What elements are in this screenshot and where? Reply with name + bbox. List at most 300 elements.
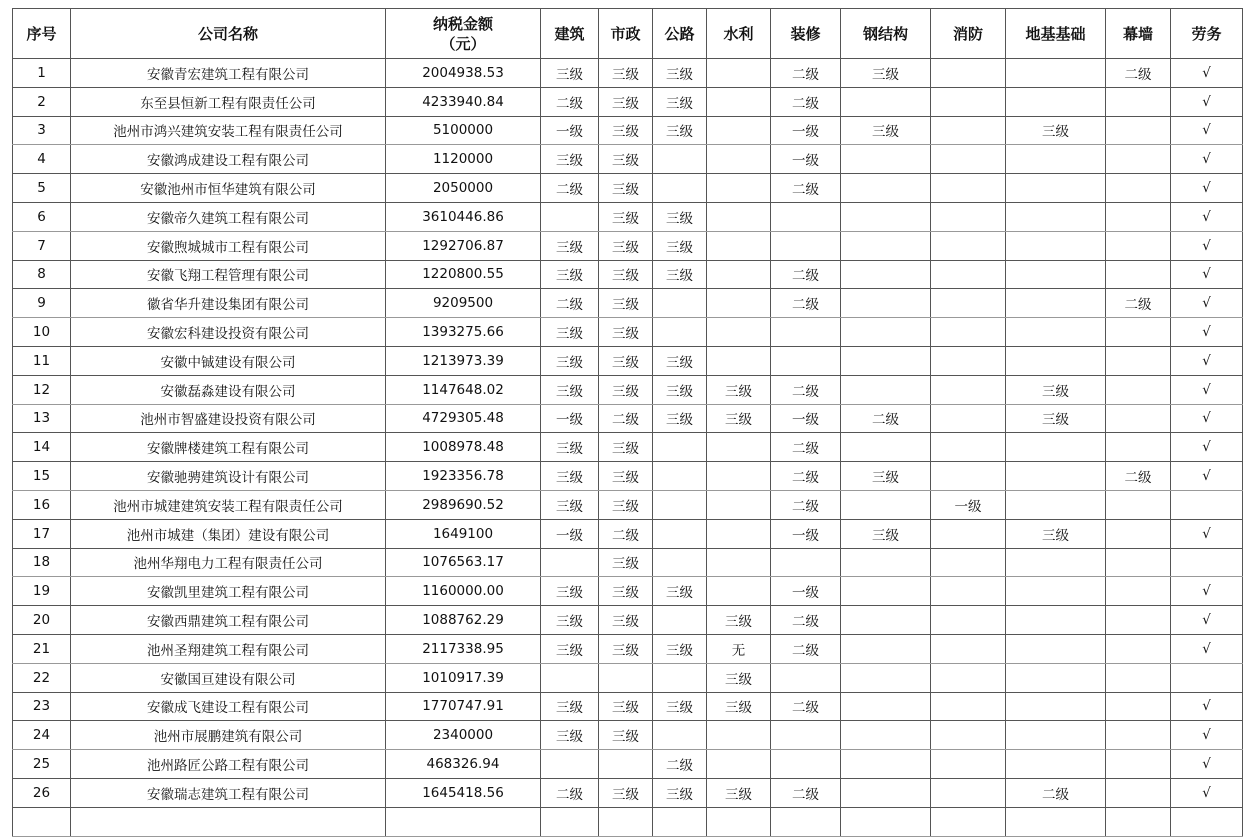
cell-fire-protection <box>931 692 1006 721</box>
cell-construction <box>541 202 599 231</box>
cell-tax-amount: 2340000 <box>386 721 541 750</box>
cell-labor: √ <box>1171 202 1243 231</box>
cell-steel-structure <box>841 663 931 692</box>
cell-labor: √ <box>1171 87 1243 116</box>
empty-cell <box>541 807 599 836</box>
cell-company-name: 安徽凯里建筑工程有限公司 <box>71 577 386 606</box>
cell-labor: √ <box>1171 346 1243 375</box>
cell-company-name: 安徽磊淼建设有限公司 <box>71 375 386 404</box>
cell-index: 20 <box>13 606 71 635</box>
cell-water-conservancy: 无 <box>707 634 771 663</box>
cell-company-name: 安徽池州市恒华建筑有限公司 <box>71 174 386 203</box>
cell-index: 2 <box>13 87 71 116</box>
cell-steel-structure <box>841 375 931 404</box>
cell-construction: 三级 <box>541 346 599 375</box>
cell-decoration: 一级 <box>771 116 841 145</box>
cell-decoration: 二级 <box>771 260 841 289</box>
cell-decoration <box>771 750 841 779</box>
cell-fire-protection <box>931 433 1006 462</box>
cell-steel-structure <box>841 750 931 779</box>
cell-company-name: 池州市城建建筑安装工程有限责任公司 <box>71 490 386 519</box>
cell-municipal: 三级 <box>599 433 653 462</box>
cell-highway <box>653 145 707 174</box>
table-row <box>13 116 1243 145</box>
cell-highway <box>653 606 707 635</box>
table-row-partial <box>13 807 1243 836</box>
cell-construction: 三级 <box>541 260 599 289</box>
cell-municipal <box>599 663 653 692</box>
cell-tax-amount: 1649100 <box>386 519 541 548</box>
cell-water-conservancy: 三级 <box>707 778 771 807</box>
cell-index: 14 <box>13 433 71 462</box>
cell-index: 6 <box>13 202 71 231</box>
column-header-construction: 建筑 <box>541 9 599 59</box>
cell-municipal <box>599 750 653 779</box>
cell-construction: 二级 <box>541 289 599 318</box>
cell-highway: 三级 <box>653 116 707 145</box>
cell-labor: √ <box>1171 59 1243 88</box>
cell-curtain-wall <box>1106 519 1171 548</box>
table-row <box>13 174 1243 203</box>
cell-water-conservancy <box>707 548 771 577</box>
cell-municipal: 三级 <box>599 289 653 318</box>
cell-construction: 一级 <box>541 116 599 145</box>
cell-decoration: 二级 <box>771 606 841 635</box>
cell-foundation <box>1006 692 1106 721</box>
cell-index: 11 <box>13 346 71 375</box>
cell-water-conservancy <box>707 145 771 174</box>
cell-foundation <box>1006 145 1106 174</box>
cell-steel-structure: 三级 <box>841 116 931 145</box>
cell-labor: √ <box>1171 375 1243 404</box>
cell-municipal: 三级 <box>599 721 653 750</box>
cell-fire-protection <box>931 231 1006 260</box>
cell-tax-amount: 9209500 <box>386 289 541 318</box>
cell-curtain-wall <box>1106 663 1171 692</box>
cell-index: 3 <box>13 116 71 145</box>
cell-tax-amount: 1008978.48 <box>386 433 541 462</box>
cell-foundation: 三级 <box>1006 519 1106 548</box>
cell-index: 15 <box>13 462 71 491</box>
table-row <box>13 318 1243 347</box>
empty-cell <box>13 807 71 836</box>
cell-decoration: 二级 <box>771 778 841 807</box>
cell-curtain-wall <box>1106 145 1171 174</box>
cell-curtain-wall <box>1106 231 1171 260</box>
cell-fire-protection <box>931 750 1006 779</box>
cell-labor <box>1171 548 1243 577</box>
cell-steel-structure <box>841 692 931 721</box>
cell-municipal: 三级 <box>599 462 653 491</box>
cell-fire-protection <box>931 548 1006 577</box>
cell-highway: 三级 <box>653 260 707 289</box>
cell-steel-structure <box>841 87 931 116</box>
cell-steel-structure <box>841 145 931 174</box>
cell-water-conservancy <box>707 750 771 779</box>
table-row <box>13 462 1243 491</box>
cell-company-name: 东至县恒新工程有限责任公司 <box>71 87 386 116</box>
cell-labor: √ <box>1171 577 1243 606</box>
cell-decoration: 一级 <box>771 519 841 548</box>
cell-company-name: 安徽瑞志建筑工程有限公司 <box>71 778 386 807</box>
table-row <box>13 721 1243 750</box>
cell-construction <box>541 750 599 779</box>
cell-tax-amount: 1076563.17 <box>386 548 541 577</box>
column-header-fire-protection: 消防 <box>931 9 1006 59</box>
cell-curtain-wall <box>1106 404 1171 433</box>
cell-construction: 二级 <box>541 87 599 116</box>
cell-decoration: 二级 <box>771 490 841 519</box>
cell-decoration: 一级 <box>771 577 841 606</box>
cell-curtain-wall <box>1106 375 1171 404</box>
cell-water-conservancy <box>707 577 771 606</box>
cell-construction: 三级 <box>541 375 599 404</box>
cell-municipal: 三级 <box>599 260 653 289</box>
cell-construction: 三级 <box>541 59 599 88</box>
cell-index: 10 <box>13 318 71 347</box>
cell-curtain-wall <box>1106 174 1171 203</box>
table-row <box>13 663 1243 692</box>
cell-index: 25 <box>13 750 71 779</box>
cell-tax-amount: 1923356.78 <box>386 462 541 491</box>
cell-decoration: 二级 <box>771 174 841 203</box>
cell-tax-amount: 1770747.91 <box>386 692 541 721</box>
empty-cell <box>386 807 541 836</box>
table-row <box>13 202 1243 231</box>
cell-fire-protection <box>931 59 1006 88</box>
cell-steel-structure <box>841 174 931 203</box>
cell-curtain-wall <box>1106 634 1171 663</box>
cell-municipal: 三级 <box>599 202 653 231</box>
cell-curtain-wall <box>1106 750 1171 779</box>
empty-cell <box>841 807 931 836</box>
cell-fire-protection <box>931 663 1006 692</box>
cell-fire-protection <box>931 346 1006 375</box>
table-row <box>13 433 1243 462</box>
cell-foundation <box>1006 231 1106 260</box>
cell-fire-protection <box>931 289 1006 318</box>
cell-construction: 三级 <box>541 462 599 491</box>
cell-foundation <box>1006 577 1106 606</box>
cell-fire-protection <box>931 462 1006 491</box>
column-header-company-name: 公司名称 <box>71 9 386 59</box>
cell-municipal: 三级 <box>599 318 653 347</box>
cell-foundation <box>1006 346 1106 375</box>
cell-decoration <box>771 346 841 375</box>
cell-company-name: 安徽西鼎建筑工程有限公司 <box>71 606 386 635</box>
cell-index: 12 <box>13 375 71 404</box>
cell-foundation <box>1006 433 1106 462</box>
cell-construction: 三级 <box>541 490 599 519</box>
cell-water-conservancy: 三级 <box>707 606 771 635</box>
cell-decoration: 一级 <box>771 404 841 433</box>
cell-highway: 三级 <box>653 692 707 721</box>
cell-labor: √ <box>1171 174 1243 203</box>
column-header-index: 序号 <box>13 9 71 59</box>
cell-water-conservancy <box>707 202 771 231</box>
cell-fire-protection <box>931 577 1006 606</box>
cell-tax-amount: 5100000 <box>386 116 541 145</box>
cell-highway <box>653 318 707 347</box>
cell-steel-structure <box>841 634 931 663</box>
cell-water-conservancy <box>707 462 771 491</box>
cell-construction <box>541 548 599 577</box>
cell-steel-structure <box>841 433 931 462</box>
cell-index: 1 <box>13 59 71 88</box>
cell-municipal: 二级 <box>599 404 653 433</box>
cell-foundation <box>1006 289 1106 318</box>
cell-steel-structure <box>841 548 931 577</box>
table-row <box>13 750 1243 779</box>
cell-tax-amount: 1120000 <box>386 145 541 174</box>
table-row <box>13 346 1243 375</box>
cell-construction: 三级 <box>541 145 599 174</box>
cell-foundation: 三级 <box>1006 116 1106 145</box>
cell-fire-protection <box>931 778 1006 807</box>
cell-water-conservancy <box>707 289 771 318</box>
cell-fire-protection <box>931 519 1006 548</box>
cell-foundation <box>1006 59 1106 88</box>
cell-decoration: 二级 <box>771 634 841 663</box>
cell-curtain-wall <box>1106 490 1171 519</box>
cell-decoration: 二级 <box>771 433 841 462</box>
cell-labor: √ <box>1171 404 1243 433</box>
cell-construction: 二级 <box>541 174 599 203</box>
column-header-labor: 劳务 <box>1171 9 1243 59</box>
table-row <box>13 634 1243 663</box>
table-row <box>13 490 1243 519</box>
cell-decoration: 二级 <box>771 289 841 318</box>
cell-foundation: 三级 <box>1006 375 1106 404</box>
cell-curtain-wall <box>1106 318 1171 347</box>
table-row <box>13 59 1243 88</box>
cell-highway: 三级 <box>653 87 707 116</box>
cell-steel-structure <box>841 490 931 519</box>
cell-construction: 三级 <box>541 433 599 462</box>
cell-foundation <box>1006 490 1106 519</box>
cell-company-name: 池州市智盛建设投资有限公司 <box>71 404 386 433</box>
cell-highway: 三级 <box>653 59 707 88</box>
cell-index: 23 <box>13 692 71 721</box>
cell-municipal: 三级 <box>599 577 653 606</box>
table-row <box>13 577 1243 606</box>
cell-index: 19 <box>13 577 71 606</box>
cell-decoration: 二级 <box>771 375 841 404</box>
cell-highway: 三级 <box>653 375 707 404</box>
cell-fire-protection <box>931 375 1006 404</box>
cell-tax-amount: 1220800.55 <box>386 260 541 289</box>
cell-municipal: 三级 <box>599 87 653 116</box>
cell-fire-protection <box>931 634 1006 663</box>
cell-foundation <box>1006 548 1106 577</box>
cell-tax-amount: 1213973.39 <box>386 346 541 375</box>
cell-tax-amount: 1010917.39 <box>386 663 541 692</box>
cell-labor: √ <box>1171 692 1243 721</box>
cell-municipal: 三级 <box>599 145 653 174</box>
cell-water-conservancy <box>707 519 771 548</box>
cell-labor: √ <box>1171 433 1243 462</box>
cell-water-conservancy: 三级 <box>707 404 771 433</box>
cell-municipal: 三级 <box>599 346 653 375</box>
cell-steel-structure <box>841 606 931 635</box>
cell-index: 7 <box>13 231 71 260</box>
company-qualification-table <box>12 8 1243 837</box>
cell-steel-structure: 二级 <box>841 404 931 433</box>
cell-construction: 一级 <box>541 404 599 433</box>
cell-company-name: 安徽国亘建设有限公司 <box>71 663 386 692</box>
cell-decoration: 一级 <box>771 145 841 174</box>
cell-index: 5 <box>13 174 71 203</box>
cell-company-name: 安徽青宏建筑工程有限公司 <box>71 59 386 88</box>
cell-curtain-wall <box>1106 778 1171 807</box>
cell-labor <box>1171 663 1243 692</box>
table-row <box>13 289 1243 318</box>
cell-index: 4 <box>13 145 71 174</box>
cell-tax-amount: 2050000 <box>386 174 541 203</box>
cell-company-name: 安徽帝久建筑工程有限公司 <box>71 202 386 231</box>
table-body <box>13 59 1243 837</box>
cell-water-conservancy <box>707 346 771 375</box>
cell-company-name: 安徽煦城城市工程有限公司 <box>71 231 386 260</box>
cell-curtain-wall <box>1106 346 1171 375</box>
column-header-decoration: 装修 <box>771 9 841 59</box>
cell-water-conservancy: 三级 <box>707 663 771 692</box>
cell-municipal: 三级 <box>599 174 653 203</box>
table-row <box>13 260 1243 289</box>
empty-cell <box>1006 807 1106 836</box>
cell-tax-amount: 4233940.84 <box>386 87 541 116</box>
cell-construction: 三级 <box>541 692 599 721</box>
empty-cell <box>71 807 386 836</box>
cell-water-conservancy <box>707 318 771 347</box>
cell-water-conservancy <box>707 59 771 88</box>
cell-steel-structure <box>841 778 931 807</box>
empty-cell <box>707 807 771 836</box>
cell-labor: √ <box>1171 289 1243 318</box>
cell-steel-structure <box>841 346 931 375</box>
cell-municipal: 三级 <box>599 548 653 577</box>
empty-cell <box>1171 807 1243 836</box>
cell-company-name: 池州路匠公路工程有限公司 <box>71 750 386 779</box>
cell-highway: 三级 <box>653 577 707 606</box>
cell-steel-structure <box>841 231 931 260</box>
cell-water-conservancy <box>707 490 771 519</box>
cell-index: 13 <box>13 404 71 433</box>
cell-highway: 三级 <box>653 231 707 260</box>
cell-foundation <box>1006 202 1106 231</box>
cell-steel-structure: 三级 <box>841 59 931 88</box>
cell-decoration <box>771 721 841 750</box>
column-header-water-conservancy: 水利 <box>707 9 771 59</box>
cell-highway <box>653 548 707 577</box>
cell-municipal: 三级 <box>599 490 653 519</box>
cell-fire-protection <box>931 260 1006 289</box>
cell-steel-structure <box>841 318 931 347</box>
cell-foundation <box>1006 634 1106 663</box>
cell-foundation <box>1006 750 1106 779</box>
cell-index: 17 <box>13 519 71 548</box>
cell-company-name: 池州圣翔建筑工程有限公司 <box>71 634 386 663</box>
cell-curtain-wall: 二级 <box>1106 289 1171 318</box>
column-header-foundation: 地基基础 <box>1006 9 1106 59</box>
cell-fire-protection <box>931 606 1006 635</box>
cell-decoration <box>771 231 841 260</box>
cell-index: 16 <box>13 490 71 519</box>
cell-construction: 三级 <box>541 606 599 635</box>
cell-highway <box>653 289 707 318</box>
cell-company-name: 池州市鸿兴建筑安装工程有限责任公司 <box>71 116 386 145</box>
cell-labor <box>1171 490 1243 519</box>
cell-fire-protection <box>931 404 1006 433</box>
cell-fire-protection <box>931 202 1006 231</box>
cell-company-name: 安徽中铖建设有限公司 <box>71 346 386 375</box>
cell-highway <box>653 433 707 462</box>
cell-water-conservancy <box>707 260 771 289</box>
cell-tax-amount: 1147648.02 <box>386 375 541 404</box>
cell-municipal: 三级 <box>599 231 653 260</box>
cell-curtain-wall <box>1106 577 1171 606</box>
cell-index: 21 <box>13 634 71 663</box>
cell-index: 18 <box>13 548 71 577</box>
cell-tax-amount: 1088762.29 <box>386 606 541 635</box>
cell-decoration <box>771 663 841 692</box>
cell-municipal: 二级 <box>599 519 653 548</box>
cell-decoration: 二级 <box>771 692 841 721</box>
cell-curtain-wall <box>1106 721 1171 750</box>
cell-tax-amount: 3610446.86 <box>386 202 541 231</box>
cell-labor: √ <box>1171 519 1243 548</box>
cell-tax-amount: 1645418.56 <box>386 778 541 807</box>
header-row <box>13 9 1243 59</box>
cell-curtain-wall <box>1106 606 1171 635</box>
cell-fire-protection <box>931 87 1006 116</box>
cell-curtain-wall: 二级 <box>1106 59 1171 88</box>
cell-foundation <box>1006 462 1106 491</box>
table-row <box>13 375 1243 404</box>
cell-company-name: 安徽鸿成建设工程有限公司 <box>71 145 386 174</box>
cell-labor: √ <box>1171 606 1243 635</box>
cell-index: 24 <box>13 721 71 750</box>
cell-steel-structure: 三级 <box>841 462 931 491</box>
cell-highway: 三级 <box>653 202 707 231</box>
table-row <box>13 548 1243 577</box>
cell-municipal: 三级 <box>599 634 653 663</box>
cell-water-conservancy <box>707 174 771 203</box>
cell-company-name: 池州市展鹏建筑有限公司 <box>71 721 386 750</box>
cell-curtain-wall <box>1106 433 1171 462</box>
column-header-steel-structure: 钢结构 <box>841 9 931 59</box>
cell-labor: √ <box>1171 634 1243 663</box>
cell-labor: √ <box>1171 260 1243 289</box>
cell-decoration: 二级 <box>771 462 841 491</box>
cell-steel-structure <box>841 721 931 750</box>
cell-highway: 三级 <box>653 778 707 807</box>
cell-company-name: 安徽牌楼建筑工程有限公司 <box>71 433 386 462</box>
cell-steel-structure: 三级 <box>841 519 931 548</box>
cell-steel-structure <box>841 289 931 318</box>
cell-company-name: 安徽成飞建设工程有限公司 <box>71 692 386 721</box>
cell-decoration: 二级 <box>771 87 841 116</box>
cell-tax-amount: 4729305.48 <box>386 404 541 433</box>
table-row <box>13 404 1243 433</box>
table-row <box>13 231 1243 260</box>
cell-tax-amount: 1160000.00 <box>386 577 541 606</box>
cell-highway <box>653 174 707 203</box>
cell-company-name: 池州华翔电力工程有限责任公司 <box>71 548 386 577</box>
empty-cell <box>599 807 653 836</box>
cell-foundation <box>1006 87 1106 116</box>
cell-fire-protection <box>931 174 1006 203</box>
